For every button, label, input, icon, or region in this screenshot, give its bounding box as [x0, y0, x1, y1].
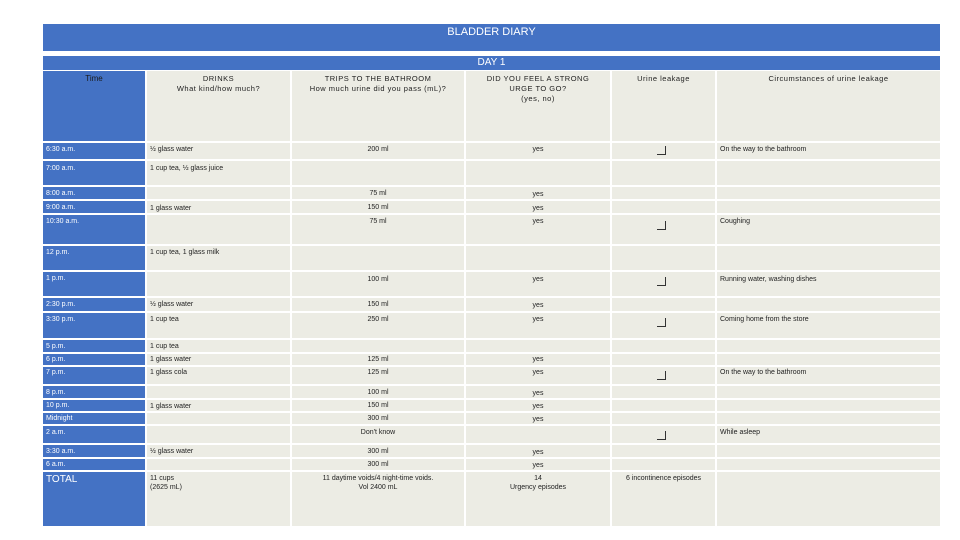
- total-trips: [292, 474, 464, 492]
- circumstance-cell: Coming home from the store: [720, 316, 809, 323]
- circumstance-cell: Running water, washing dishes: [720, 276, 817, 283]
- drinks-header: [147, 74, 290, 94]
- time-cell: Midnight: [46, 415, 73, 422]
- time-cell: 6:30 a.m.: [46, 146, 76, 153]
- row-divider: [43, 470, 940, 472]
- total-label: TOTAL: [46, 474, 78, 485]
- row-divider: [43, 159, 940, 161]
- trip-cell: 300 ml: [367, 461, 389, 468]
- trip-cell: 100 ml: [367, 389, 389, 396]
- urge-cell: yes: [532, 205, 544, 212]
- time-cell: 9:00 a.m.: [46, 204, 76, 211]
- row-divider: [43, 384, 940, 386]
- trip-cell: 300 ml: [367, 415, 389, 422]
- time-cell: 3:30 a.m.: [46, 448, 76, 455]
- time-cell: 8 p.m.: [46, 389, 66, 396]
- total-leakage: 6 incontinence episodes: [625, 475, 702, 482]
- total-urge-line: Urgency episodes: [509, 484, 567, 491]
- urge-cell: yes: [532, 416, 544, 423]
- trip-cell: 250 ml: [367, 316, 389, 323]
- total-drinks-line: 11 cups: [150, 475, 174, 482]
- trip-cell: 100 ml: [367, 276, 389, 283]
- urge-cell: yes: [532, 449, 544, 456]
- drink-cell: 1 glass water: [150, 403, 192, 410]
- day-label: DAY 1: [477, 57, 506, 68]
- leakage-header: Urine leakage: [637, 74, 690, 83]
- leakage-checkbox[interactable]: [657, 371, 666, 380]
- circumstance-cell: On the way to the bathroom: [720, 146, 807, 153]
- urge-header-line: (yes, no): [521, 94, 555, 103]
- total-trips-line: 11 daytime voids/4 night-time voids.: [322, 475, 434, 482]
- time-cell: 3:30 p.m.: [46, 316, 76, 323]
- total-trips-line: Vol 2400 mL: [358, 484, 398, 491]
- urge-cell: yes: [532, 356, 544, 363]
- drink-cell: ½ glass water: [150, 448, 194, 455]
- row-divider: [43, 398, 940, 400]
- row-divider: [43, 338, 940, 340]
- time-cell: 10 p.m.: [46, 402, 70, 409]
- time-cell: 12 p.m.: [46, 249, 70, 256]
- urge-header-line: URGE TO GO?: [509, 84, 567, 93]
- row-divider: [43, 270, 940, 272]
- day-header: [43, 56, 940, 70]
- time-header: Time: [85, 74, 103, 83]
- title-banner: [43, 24, 940, 51]
- drink-cell: 1 cup tea: [150, 316, 179, 323]
- total-drinks: [150, 474, 182, 492]
- leakage-checkbox[interactable]: [657, 431, 666, 440]
- drink-cell: 1 cup tea, ½ glass juice: [150, 165, 224, 172]
- row-divider: [43, 244, 940, 246]
- row-divider: [43, 352, 940, 354]
- drink-cell: 1 cup tea, 1 glass milk: [150, 249, 220, 256]
- total-urge-line: 14: [534, 475, 542, 482]
- drinks-header-line: DRINKS: [202, 74, 235, 83]
- time-cell: 2:30 p.m.: [46, 301, 76, 308]
- urge-cell: yes: [532, 462, 544, 469]
- page-title: BLADDER DIARY: [447, 26, 536, 38]
- drink-cell: 1 glass water: [150, 205, 192, 212]
- total-urge: [466, 474, 610, 492]
- urge-header: [466, 74, 610, 104]
- trips-header-line: How much urine did you pass (mL)?: [309, 84, 447, 93]
- row-divider: [43, 213, 940, 215]
- time-cell: 1 p.m.: [46, 275, 66, 282]
- trip-cell: 300 ml: [367, 448, 389, 455]
- row-divider: [43, 199, 940, 201]
- leakage-checkbox[interactable]: [657, 277, 666, 286]
- time-cell: 7:00 a.m.: [46, 165, 76, 172]
- row-divider: [43, 457, 940, 459]
- drink-cell: ½ glass water: [150, 146, 194, 153]
- row-divider: [43, 296, 940, 298]
- trip-cell: 150 ml: [367, 402, 389, 409]
- leakage-checkbox[interactable]: [657, 146, 666, 155]
- trip-cell: 125 ml: [367, 369, 389, 376]
- time-cell: 2 a.m.: [46, 429, 66, 436]
- drinks-header-line: What kind/how much?: [176, 84, 261, 93]
- urge-header-line: DID YOU FEEL A STRONG: [486, 74, 590, 83]
- row-divider: [43, 185, 940, 187]
- row-divider: [43, 424, 940, 426]
- trips-header: [292, 74, 464, 94]
- drink-cell: ½ glass water: [150, 301, 194, 308]
- urge-cell: yes: [532, 191, 544, 198]
- trip-cell: 150 ml: [367, 204, 389, 211]
- time-cell: 10:30 a.m.: [46, 218, 80, 225]
- trip-cell: 75 ml: [369, 218, 387, 225]
- time-cell: 7 p.m.: [46, 369, 66, 376]
- circumstance-cell: On the way to the bathroom: [720, 369, 807, 376]
- urge-cell: yes: [532, 390, 544, 397]
- urge-cell: yes: [532, 302, 544, 309]
- trip-cell: Don't know: [360, 429, 396, 436]
- circumstances-header: Circumstances of urine leakage: [768, 74, 889, 83]
- urge-cell: yes: [532, 276, 544, 283]
- trip-cell: 150 ml: [367, 301, 389, 308]
- leakage-checkbox[interactable]: [657, 221, 666, 230]
- circumstance-cell: Coughing: [720, 218, 750, 225]
- trip-cell: 200 ml: [367, 146, 389, 153]
- trip-cell: 75 ml: [369, 190, 387, 197]
- urge-cell: yes: [532, 403, 544, 410]
- circumstance-cell: While asleep: [720, 429, 761, 436]
- urge-cell: yes: [532, 146, 544, 153]
- time-cell: 8:00 a.m.: [46, 190, 76, 197]
- urge-cell: yes: [532, 369, 544, 376]
- drink-cell: 1 glass cola: [150, 369, 187, 376]
- trips-header-line: TRIPS TO THE BATHROOM: [324, 74, 432, 83]
- trip-cell: 125 ml: [367, 356, 389, 363]
- time-cell: 6 p.m.: [46, 356, 66, 363]
- urge-cell: yes: [532, 316, 544, 323]
- time-cell: 5 p.m.: [46, 343, 66, 350]
- row-divider: [43, 141, 940, 143]
- row-divider: [43, 311, 940, 313]
- urge-cell: yes: [532, 218, 544, 225]
- time-cell: 6 a.m.: [46, 461, 66, 468]
- row-divider: [43, 365, 940, 367]
- drink-cell: 1 glass water: [150, 356, 192, 363]
- row-divider: [43, 443, 940, 445]
- leakage-checkbox[interactable]: [657, 318, 666, 327]
- total-drinks-line: (2625 mL): [150, 484, 182, 491]
- row-divider: [43, 411, 940, 413]
- drink-cell: 1 cup tea: [150, 343, 179, 350]
